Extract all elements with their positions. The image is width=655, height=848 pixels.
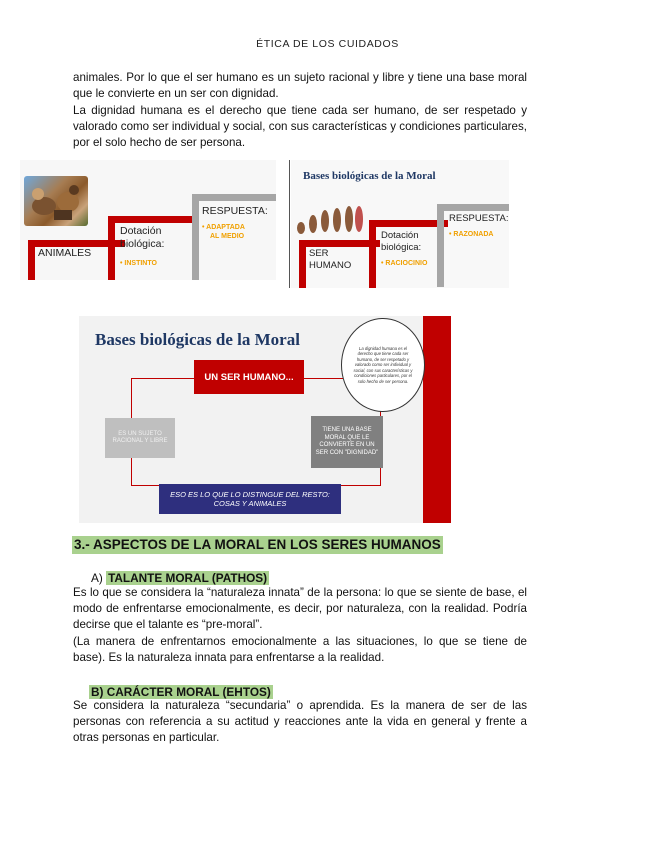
box-base-moral: TIENE UNA BASE MORAL QUE LE CONVIERTE EN UN SER CON "DIGNIDAD" <box>311 416 383 468</box>
slide-bases-biologicas <box>79 316 451 523</box>
label-instinto: • INSTINTO <box>120 260 157 267</box>
label-dotacion-1: Dotación <box>120 225 162 237</box>
label-dotacion-2: biológica: <box>120 238 165 250</box>
box-sujeto-racional: ES UN SUJETO RACIONAL Y LIBRE <box>105 418 175 458</box>
label-respuesta: RESPUESTA: <box>202 205 268 217</box>
label-dotacion-right-1: Dotación <box>381 230 419 241</box>
page-header: ÉTICA DE LOS CUIDADOS <box>256 38 399 50</box>
label-adaptada-2: AL MEDIO <box>210 233 245 240</box>
box-un-ser-humano: UN SER HUMANO... <box>194 360 304 394</box>
subsection-a-heading <box>91 571 269 586</box>
speech-bubble <box>341 318 425 412</box>
subsection-a-title: TALANTE MORAL (PATHOS) <box>108 571 268 585</box>
label-raciocinio: • RACIOCINIO <box>381 260 428 267</box>
animals-image <box>24 176 88 226</box>
evolution-image <box>295 202 365 236</box>
slide-red-bar <box>423 316 451 523</box>
label-dotacion-right-2: biológica: <box>381 242 422 253</box>
subsection-a-paragraph-1: Es lo que se considera la “naturaleza innata” de la persona: lo que se siente de base, el modo de enfrentarse emocionalmente, es decir, por naturaleza, con la realidad. Podría decirse que el talante es “pre-moral”. <box>73 586 527 632</box>
subsection-b-paragraph: Se considera la naturaleza “secundaria” o aprendida. Es la manera de ser de las personas con referencia a su actitud y reacciones ante la vida en general y frente a otras personas en particular. <box>73 699 527 745</box>
label-adaptada-1: • ADAPTADA <box>202 224 245 231</box>
intro-paragraph-2: La dignidad humana es el derecho que tiene cada ser humano, de ser respetado y valorado como ser individual y social, con sus características y condiciones particulares, por el solo hecho de ser persona. <box>73 104 527 150</box>
speech-bubble-text: La dignidad humana es el derecho que tiene cada ser humano, de ser respetado y valorado como ser individual y social, con sus características y condiciones particulares, por el solo hecho de ser persona. <box>353 346 413 384</box>
slides-divider <box>289 160 290 288</box>
section-title: 3.- ASPECTOS DE LA MORAL EN LOS SERES HUMANOS <box>74 537 441 552</box>
label-respuesta-right: RESPUESTA: <box>449 213 509 224</box>
label-ser: SER <box>309 248 329 259</box>
subsection-b-title: B) CARÁCTER MORAL (EHTOS) <box>91 685 271 699</box>
box-distingue: ESO ES LO QUE LO DISTINGUE DEL RESTO: COSAS Y ANIMALES <box>159 484 341 514</box>
big-slide-title: Bases biológicas de la Moral <box>95 330 300 349</box>
slide-right-title: Bases biológicas de la Moral <box>303 170 436 182</box>
label-animales: ANIMALES <box>38 247 92 259</box>
label-razonada: • RAZONADA <box>449 231 494 238</box>
subsection-a-paragraph-2: (La manera de enfrentarnos emocionalmente a las situaciones, lo que se tiene de base). Es la naturaleza innata para enfrentarse a la realidad. <box>73 635 527 665</box>
slide-ser-humano <box>291 160 509 288</box>
intro-paragraph-1: animales. Por lo que el ser humano es un sujeto racional y libre y tiene una base moral que le convierte en un ser con dignidad. <box>73 71 527 101</box>
label-humano: HUMANO <box>309 260 352 271</box>
slide-animales <box>20 160 276 280</box>
subsection-a-prefix: A) <box>91 571 107 585</box>
animals-image-shapes <box>24 176 88 226</box>
